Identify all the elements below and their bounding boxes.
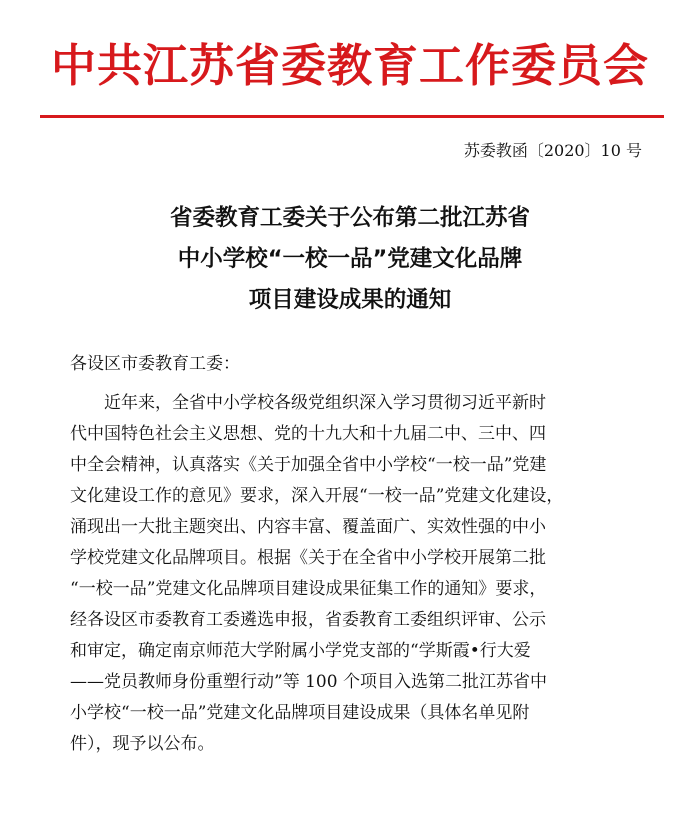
red-divider-rule: [40, 115, 664, 118]
body-line: “一校一品”党建文化品牌项目建设成果征集工作的通知》要求，: [70, 579, 547, 599]
salutation: 各设区市委教育工委：: [70, 354, 240, 374]
body-line: 中全会精神，认真落实《关于加强全省中小学校“一校一品”党建: [70, 455, 547, 475]
body-line: 文化建设工作的意见》要求，深入开展“一校一品”党建文化建设，: [70, 486, 564, 506]
title-line: 项目建设成果的通知: [248, 287, 452, 313]
document-number: 苏委教函〔2020〕10 号: [463, 141, 642, 160]
body-paragraph: [70, 388, 636, 760]
body-line: 涌现出一大批主题突出、内容丰富、覆盖面广、实效性强的中小: [70, 517, 546, 537]
body-line: 学校党建文化品牌项目。根据《关于在全省中小学校开展第二批: [70, 548, 546, 568]
body-line: ——党员教师身份重塑行动”等 100 个项目入选第二批江苏省中: [70, 672, 547, 692]
body-line: 代中国特色社会主义思想、党的十九大和十九届二中、三中、四: [70, 424, 546, 444]
body-line: 经各设区市委教育工委遴选申报，省委教育工委组织评审、公示: [70, 610, 546, 630]
body-line: 小学校“一校一品”党建文化品牌项目建设成果（具体名单见附: [70, 703, 530, 723]
title-line: 中小学校“一校一品”党建文化品牌: [177, 246, 523, 272]
masthead-org-name: 中共江苏省委教育工作委员会: [50, 39, 649, 92]
body-line: 近年来，全省中小学校各级党组织深入学习贯彻习近平新时: [104, 393, 546, 413]
body-line: 件），现予以公布。: [70, 734, 215, 754]
title-line: 省委教育工委关于公布第二批江苏省: [169, 205, 530, 231]
body-line: 和审定，确定南京师范大学附属小学党支部的“学斯霞•行大爱: [70, 641, 531, 661]
notice-title: [0, 198, 700, 321]
